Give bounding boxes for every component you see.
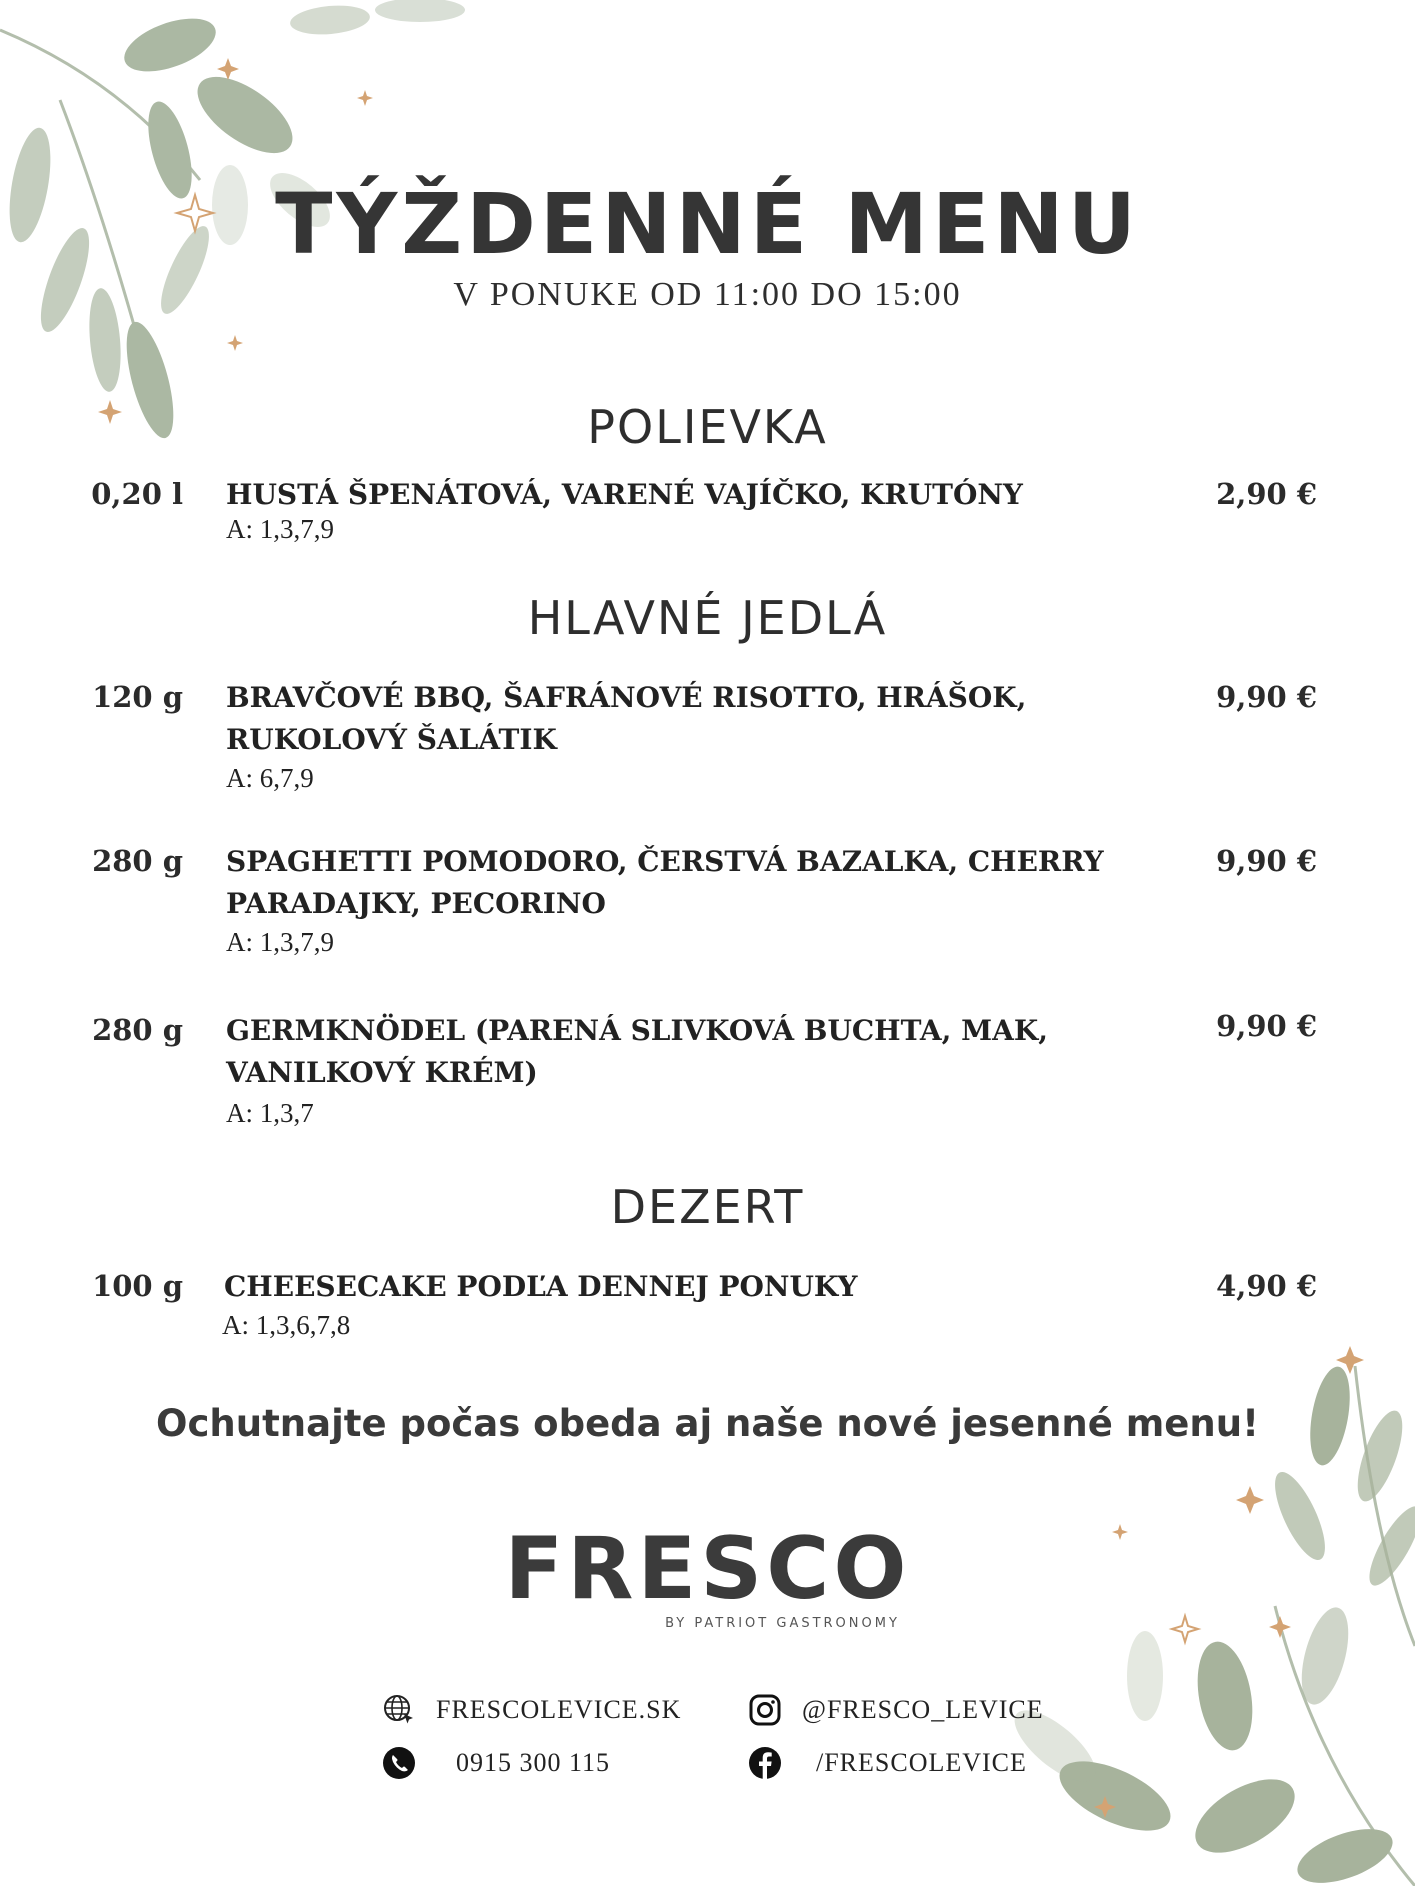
item-dish: SPAGHETTI POMODORO, ČERSTVÁ BAZALKA, CHERRY PARADAJKY, PECORINO: [226, 845, 1104, 920]
item-dish: GERMKNÖDEL (PARENÁ SLIVKOVÁ BUCHTA, MAK, VANILKOVÝ KRÉM): [226, 1014, 1048, 1089]
item-allergens: A: 1,3,7,9: [226, 927, 334, 957]
instagram-icon: [748, 1693, 782, 1727]
contact-phone[interactable]: [382, 1746, 610, 1780]
phone-icon: [382, 1746, 416, 1780]
facebook-icon: [748, 1746, 782, 1780]
item-allergens: A: 1,3,7: [226, 1098, 314, 1128]
section-heading-main: HLAVNÉ JEDLÁ: [527, 591, 888, 645]
logo-tagline: BY PATRIOT GASTRONOMY: [665, 1616, 900, 1631]
item-allergens: A: 1,3,7,9: [226, 514, 334, 544]
contact-instagram[interactable]: [748, 1693, 1044, 1727]
page-title: TÝŽDENNÉ MENU: [275, 175, 1140, 273]
item-dish: HUSTÁ ŠPENÁTOVÁ, VARENÉ VAJÍČKO, KRUTÓNY: [226, 478, 1023, 511]
item-quantity: 280 g: [92, 1013, 183, 1047]
item-quantity: 280 g: [92, 844, 183, 878]
item-allergens: A: 6,7,9: [226, 763, 314, 793]
item-quantity: 120 g: [92, 680, 183, 714]
logo-wordmark: FRESCO: [504, 1519, 911, 1619]
item-allergens: A: 1,3,6,7,8: [222, 1310, 351, 1340]
item-price: 9,90 €: [1216, 1009, 1317, 1043]
promo-text: Ochutnajte počas obeda aj naše nové jesenné menu!: [156, 1402, 1259, 1445]
section-heading-dessert: DEZERT: [610, 1180, 805, 1234]
item-quantity: 100 g: [92, 1269, 183, 1303]
item-dish: BRAVČOVÉ BBQ, ŠAFRÁNOVÉ RISOTTO, HRÁŠOK, RUKOLOVÝ ŠALÁTIK: [226, 681, 1027, 756]
item-price: 4,90 €: [1216, 1269, 1317, 1303]
item-price: 9,90 €: [1216, 680, 1317, 714]
instagram-handle[interactable]: @FRESCO_LEVICE: [802, 1695, 1044, 1724]
serving-hours: V PONUKE OD 11:00 DO 15:00: [453, 276, 962, 313]
globe-icon: [382, 1693, 416, 1727]
contact-facebook[interactable]: [748, 1746, 1027, 1780]
facebook-page[interactable]: /FRESCOLEVICE: [816, 1748, 1027, 1777]
contact-website[interactable]: [382, 1693, 681, 1727]
section-heading-soup: POLIEVKA: [587, 400, 828, 454]
fresco-logo: [0, 1519, 1415, 1631]
website-link[interactable]: FRESCOLEVICE.SK: [436, 1695, 682, 1724]
item-dish: CHEESECAKE PODĽA DENNEJ PONUKY: [224, 1270, 858, 1303]
item-price: 9,90 €: [1216, 844, 1317, 878]
item-quantity: 0,20 l: [91, 477, 183, 511]
item-price: 2,90 €: [1216, 477, 1317, 511]
phone-number[interactable]: 0915 300 115: [456, 1748, 611, 1777]
